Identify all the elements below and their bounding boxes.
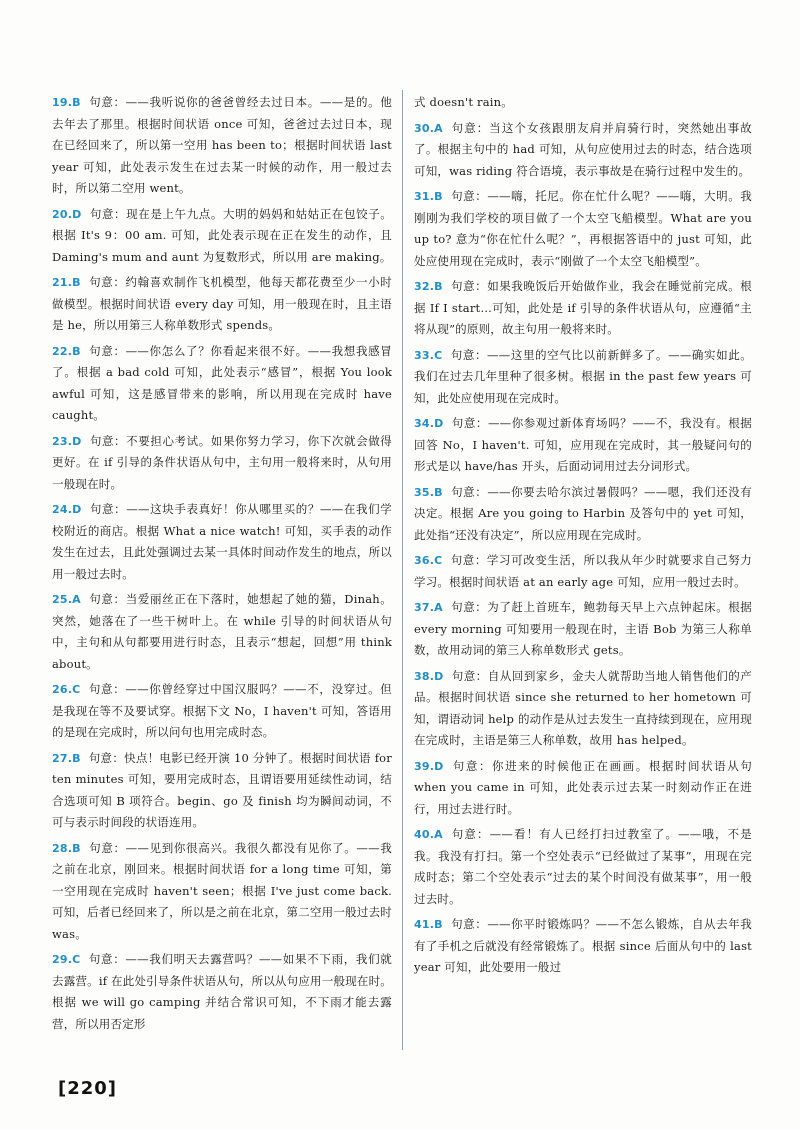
answer-entry [414,482,752,547]
question-number: 27. [52,751,73,765]
answer-letter: A [434,828,443,841]
explanation-text: 句意：——这块手表真好！你从哪里买的？——在我们学校附近的商店。根据 What a nice watch! 可知，买手表的动作发生在过去，且此处强调过去某一具体时间动作发生的地点，所以用一般过去时。 [52,502,392,581]
answer-entry [414,118,752,183]
question-number: 39. [414,759,435,773]
question-number: 26. [52,683,73,696]
explanation-text: 句意：——你平时锻炼吗？——不怎么锻炼，自从去年我有了手机之后就没有经常锻炼了。根据 since 后面从句中的 last year 可知，此处要用一般过 [414,917,752,974]
question-number: 33. [414,348,435,362]
answer-letter: C [434,348,443,362]
explanation-text: 句意：为了赶上首班车，鲍勃每天早上六点钟起床。根据 every morning 可知要用一般现在时，主语 Bob 为第三人称单数，故用动词的第三人称单数形式 gets。 [414,600,752,657]
answer-entry [52,589,392,675]
answer-entry [414,597,752,662]
explanation-text: 句意：现在是上午九点。大明的妈妈和姑姑正在包饺子。根据 It's 9：00 am. 可知，此处表示现在正在发生的动作，且 Daming's mum and aunt 为复数形式，所以用 are making。 [52,206,392,264]
answer-entry [52,838,392,946]
answer-entry [52,431,392,496]
answer-letter: B [434,280,443,293]
explanation-text: 句意：——见到你很高兴。我很久都没有见你了。——我之前在北京，刚回来。根据时间状语 for a long time 可知，第一空用现在完成时 haven't seen；根据 I've just come back. 可知，后者已经回来了，所以是之前在北京，第二空用一般过去时 was。 [52,840,392,941]
question-number: 38. [414,669,435,683]
answer-letter: C [72,953,81,966]
question-number: 19. [52,96,73,109]
explanation-text: 句意：——我听说你的爸爸曾经去过日本。——是的。他去年去了那里。根据时间状语 once 可知，爸爸过去过日本，现在已经回来了，所以第一空用 has been to；根据时间状语 last year 可知，此处表示发生在过去某一时候的动作，用一般过去时，所以第二空用 went。 [52,95,392,195]
answer-letter: B [72,344,81,358]
answer-entry [414,276,752,341]
question-number: 28. [52,841,73,855]
continuation-text: 式 doesn't rain。 [414,95,513,109]
question-number: 25. [52,593,73,606]
answer-letter: B [434,918,443,931]
question-number: 20. [52,207,73,221]
column-divider [402,90,403,1050]
answer-entry [414,824,752,910]
answer-letter: A [434,601,443,614]
answer-entry [52,748,392,834]
question-number: 23. [52,434,73,448]
page-number: [220] [58,1078,118,1099]
answer-entry [52,92,392,200]
answer-letter: D [434,759,444,773]
explanation-text: 句意：当爱丽丝正在下落时，她想起了她的猫，Dinah。突然，她落在了一些干树叶上。在 while 引导的时间状语从句中，主句和从句都要用进行时态，且表示“想起，回想”用 think about。 [52,592,392,671]
answer-entry [52,949,392,1035]
answer-entry [414,666,752,752]
answer-entry [52,204,392,269]
explanation-text: 句意：——嗨，托尼。你在忙什么呢？——嗨，大明。我刚刚为我们学校的项目做了一个太空飞船模型。What are you up to? 意为“你在忙什么呢？”，再根据答语中的 just 可知，此处应使用现在完成时，表示“刚做了一个太空飞船模型”。 [414,189,752,268]
question-number: 24. [52,503,73,516]
explanation-text: 句意：——我们明天去露营吗？——如果不下雨，我们就去露营。if 在此处引导条件状语从句，所以从句应用一般现在时。根据 we will go camping 并结合常识可知，不下雨才能去露营，所以用否定形 [52,952,392,1031]
answer-entry [52,679,392,744]
answer-entry [52,341,392,427]
answer-entry [52,499,392,585]
explanation-text: 句意：——你怎么了？你看起来很不好。——我想我感冒了。根据 a bad cold 可知，此处表示“感冒”，根据 You look awful 可知，这是感冒带来的影响，所以用现在完成时 have caught。 [52,343,392,422]
explanation-text: 句意：——你参观过新体育场吗？——不，我没有。根据回答 No，I haven't. 可知，应用现在完成时，其一般疑问句的形式是以 have/has 开头，后面动词用过去分词形式。 [414,416,752,473]
question-number: 35. [414,485,435,499]
answer-letter: C [434,554,443,567]
answer-entry [414,345,752,410]
explanation-text: 句意：——你曾经穿过中国汉服吗？——不，没穿过。但是我现在等不及要试穿。根据下文 No，I haven't 可知，答语用的是现在完成时，所以问句也用完成时态。 [52,682,392,739]
answer-entry [414,550,752,593]
answer-letter: B [72,276,81,289]
explanation-text: 句意：——你要去哈尔滨过暑假吗？——嗯，我们还没有决定。根据 Are you going to Harbin 及答句中的 yet 可知，此处指“还没有决定”，所以应用现在完成时。 [414,484,752,542]
explanation-text: 句意：——看！有人已经打扫过教室了。——哦，不是我。我没有打扫。第一个空处表示“已经做过了某事”，用现在完成时态；第二个空处表示“过去的某个时间没有做某事”，用一般过去时。 [414,827,752,906]
question-number: 37. [414,601,435,614]
answer-entry [52,272,392,337]
explanation-text: 句意：不要担心考试。如果你努力学习，你下次就会做得更好。在 if 引导的条件状语从句中，主句用一般将来时，从句用一般现在时。 [52,433,392,491]
answer-letter: D [72,434,82,448]
answer-entry [414,413,752,478]
question-number: 41. [414,918,435,931]
answer-letter: B [72,96,81,109]
right-column [414,92,752,983]
explanation-text: 句意：当这个女孩跟朋友肩并肩骑行时，突然她出事故了。根据主句中的 had 可知，从句应使用过去的时态，结合选项可知，was riding 符合语境，表示事故是在骑行过程中发生的。 [414,120,752,178]
answer-letter: B [434,485,443,499]
question-number: 36. [414,554,435,567]
explanation-text: 句意：约翰喜欢制作飞机模型，他每天都花费至少一小时做模型。根据时间状语 every day 可知，用一般现在时，且主语是 he，所以用第三人称单数形式 spends。 [52,275,392,332]
explanation-text: 句意：如果我晚饭后开始做作业，我会在睡觉前完成。根据 If I start…可知，此处是 if 引导的条件状语从句，应遵循“主将从现”的原则，故主句用一般将来时。 [414,279,752,336]
answer-letter: D [434,417,444,430]
answer-letter: A [72,593,81,606]
question-number: 29. [52,953,73,966]
answer-letter: A [434,121,443,135]
explanation-text: 句意：——这里的空气比以前新鲜多了。——确实如此。我们在过去几年里种了很多树。根据 in the past few years 可知，此处应使用现在完成时。 [414,347,752,405]
answer-letter: B [72,841,81,855]
question-number: 34. [414,417,435,430]
answer-letter: D [72,503,82,516]
question-number: 31. [414,190,435,203]
question-number: 30. [414,121,435,135]
explanation-text: 句意：自从回到家乡，金夫人就帮助当地人销售他们的产品。根据时间状语 since she returned to her hometown 可知，谓语动词 help 的动作是从过去发生一直持续到现在，应用现在完成时，主语是第三人称单数，故用 has helped。 [414,668,752,747]
answer-letter: B [72,751,81,765]
answer-letter: B [434,190,443,203]
answer-entry [414,756,752,821]
question-number: 22. [52,344,73,358]
explanation-text: 句意：快点！电影已经开演 10 分钟了。根据时间状语 for ten minutes 可知，要用完成时态，且谓语要用延续性动词，结合选项可知 B 项符合。begin、go 及 finish 均为瞬间动词，不可与表示时间段的状语连用。 [52,750,392,829]
answer-letter: C [72,683,81,696]
explanation-text: 句意：学习可改变生活，所以我从年少时就要求自己努力学习。根据时间状语 at an early age 可知，应用一般过去时。 [414,553,752,589]
answer-entry [414,914,752,979]
question-number: 21. [52,276,73,289]
explanation-text: 句意：你进来的时候他正在画画。根据时间状语从句 when you came in 可知，此处表示过去某一时刻动作正在进行，用过去进行时。 [414,758,752,816]
question-number: 40. [414,828,435,841]
left-column [52,92,392,1039]
question-number: 32. [414,280,435,293]
answer-letter: D [72,207,82,221]
answer-letter: D [434,669,444,683]
answer-entry [414,186,752,272]
